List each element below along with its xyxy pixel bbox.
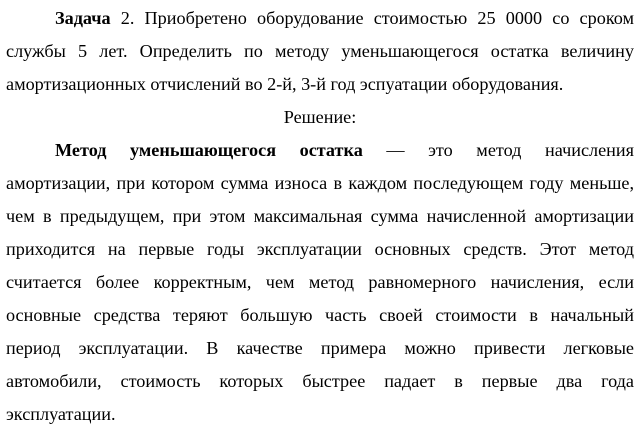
method-line-5 [6,266,634,299]
method-text-6: основные средства теряют большую часть своей стоимости в начальный [6,305,634,325]
solution-heading-text: Решение: [283,107,357,127]
method-line-9 [6,398,634,431]
method-line-1 [6,134,634,167]
method-text-1: — это метод начисления [362,140,635,160]
method-text-7: период эксплуатации. В качестве примера можно привести легковые [6,338,634,358]
method-term: Метод уменьшающегося остатка [55,140,363,160]
task-line-2 [6,35,634,68]
task-label: Задача [55,8,111,28]
method-text-4: приходится на первые годы эксплуатации основных средств. Этот метод [6,239,634,259]
method-line-7 [6,332,634,365]
solution-heading [6,101,634,134]
method-line-3 [6,200,634,233]
method-text-2: амортизации, при котором сумма износа в каждом последующем году меньше, [6,173,634,193]
method-line-6 [6,299,634,332]
task-line-3 [6,68,634,101]
task-text-1: 2. Приобретено оборудование стоимостью 25 0000 со сроком [110,8,634,28]
method-text-9: эксплуатации. [6,404,116,424]
method-line-4 [6,233,634,266]
method-text-8: автомобили, стоимость которых быстрее падает в первые два года [6,371,634,391]
method-line-8 [6,365,634,398]
method-line-2 [6,167,634,200]
method-text-3: чем в предыдущем, при этом максимальная сумма начисленной амортизации [6,206,634,226]
task-text-3: амортизационных отчислений во 2-й, 3-й год эспуатации оборудования. [6,74,564,94]
task-line-1 [6,2,634,35]
task-text-2: службы 5 лет. Определить по методу уменьшающегося остатка величину [6,41,634,61]
method-text-5: считается более корректным, чем метод равномерного начисления, если [6,272,634,292]
